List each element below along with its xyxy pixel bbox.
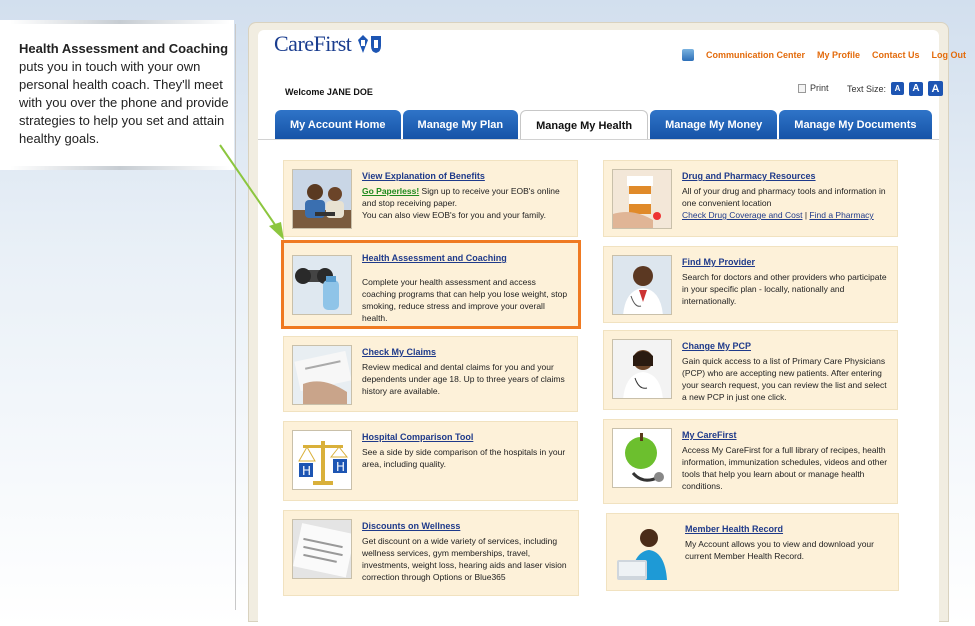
bcbs-logo-icon (356, 34, 384, 54)
eob-desc-1: Sign up to receive your EOB's online and stop receiving paper. (362, 186, 560, 208)
tab-manage-my-health[interactable]: Manage My Health (520, 110, 648, 140)
callout-body: puts you in touch with your own personal health coach. They'll meet with you over the phone and provide strategies to help you set and attain healthy goals. (19, 59, 229, 146)
contact-us-link[interactable]: Contact Us (872, 50, 920, 60)
card-eob (283, 160, 578, 237)
check-drug-coverage-link[interactable]: Check Drug Coverage and Cost (682, 210, 803, 220)
card-hospital-comparison (283, 421, 578, 501)
card-change-pcp (603, 330, 898, 410)
card-discounts-wellness (283, 510, 579, 596)
text-size-label: Text Size: (847, 83, 887, 94)
highlight-box (281, 240, 581, 329)
card-title-hospital-comparison[interactable]: Hospital Comparison Tool (362, 432, 474, 442)
card-title-discounts-wellness[interactable]: Discounts on Wellness (362, 521, 461, 531)
svg-text:H: H (336, 460, 346, 474)
my-profile-link[interactable]: My Profile (817, 50, 861, 60)
card-desc-member-health-record: My Account allows you to view and download your current Member Health Record. (685, 539, 874, 561)
tab-manage-my-money[interactable]: Manage My Money (650, 110, 777, 140)
card-find-provider (603, 246, 898, 323)
text-size-large-button[interactable]: A (928, 81, 943, 96)
card-desc-discounts-wellness: Get discount on a wide variety of services, including wellness services, gym memberships, travel, investments, weight loss, hearing aids and laser vision correction through Options or Blue365 (362, 536, 567, 582)
main-tabs (275, 110, 932, 140)
card-desc-eob (362, 185, 569, 221)
svg-text:H: H (302, 464, 312, 478)
pharmacy-thumbnail-photo (612, 169, 672, 229)
link-separator: | (802, 210, 810, 220)
print-icon (798, 84, 806, 93)
communication-center-link[interactable]: Communication Center (706, 50, 806, 60)
carefirst-logo[interactable] (274, 32, 384, 56)
card-desc-change-pcp: Gain quick access to a list of Primary Care Physicians (PCP) who are accepting new patients. After entering your search request, you can review the list and select a new PCP in just one click. (682, 356, 887, 402)
card-desc-drug-pharmacy (682, 185, 889, 221)
print-label: Print (810, 83, 829, 93)
vertical-divider (235, 24, 236, 610)
card-title-find-provider[interactable]: Find My Provider (682, 257, 756, 267)
print-link[interactable] (798, 83, 829, 93)
card-claims (283, 336, 578, 412)
eob-desc-2: You can also view EOB's for you and your family. (362, 210, 546, 220)
text-size-medium-button[interactable]: A (909, 82, 923, 96)
drug-pharmacy-desc-text: All of your drug and pharmacy tools and information in one convenient location (682, 186, 886, 208)
card-my-carefirst (603, 419, 898, 504)
welcome-message: Welcome JANE DOE (285, 87, 373, 97)
card-title-health-assessment[interactable]: Health Assessment and Coaching (362, 253, 507, 263)
hospital-scale-thumbnail (292, 430, 352, 490)
tab-my-account-home[interactable]: My Account Home (275, 110, 401, 140)
card-title-change-pcp[interactable]: Change My PCP (682, 341, 752, 351)
card-member-health-record (606, 513, 899, 591)
tab-manage-my-documents[interactable]: Manage My Documents (779, 110, 931, 140)
top-links (682, 49, 966, 61)
card-desc-claims: Review medical and dental claims for you and your dependents under age 18. Up to three years of claims history are available. (362, 362, 565, 396)
card-desc-my-carefirst: Access My CareFirst for a full library of recipes, health information, immunization schedules, videos and other tools that help you learn about or manage health conditions. (682, 445, 888, 491)
tab-underline (258, 139, 939, 140)
log-out-link[interactable]: Log Out (931, 50, 967, 60)
card-title-member-health-record[interactable]: Member Health Record (685, 524, 784, 534)
card-title-drug-pharmacy[interactable]: Drug and Pharmacy Resources (682, 171, 816, 181)
apple-stethoscope-thumbnail (612, 428, 672, 488)
card-title-my-carefirst[interactable]: My CareFirst (682, 430, 737, 440)
pcp-thumbnail-photo (612, 339, 672, 399)
communication-center-icon[interactable] (682, 49, 694, 61)
find-pharmacy-link[interactable]: Find a Pharmacy (809, 210, 874, 220)
text-size-control (847, 81, 943, 96)
callout-text (19, 40, 231, 148)
card-title-eob[interactable]: View Explanation of Benefits (362, 171, 485, 181)
card-desc-hospital-comparison: See a side by side comparison of the hospitals in your area, including quality. (362, 447, 566, 469)
card-title-claims[interactable]: Check My Claims (362, 347, 437, 357)
wellness-database-thumbnail (292, 519, 352, 579)
tab-manage-my-plan[interactable]: Manage My Plan (403, 110, 519, 140)
callout-title: Health Assessment and Coaching (19, 41, 229, 56)
card-drug-pharmacy (603, 160, 898, 237)
logo-text: CareFirst (274, 31, 352, 56)
eob-thumbnail-photo (292, 169, 352, 229)
callout-divider-bottom (10, 166, 230, 170)
text-size-small-button[interactable]: A (891, 82, 904, 95)
claims-thumbnail-photo (292, 345, 352, 405)
card-desc-health-assessment: Complete your health assessment and access coaching programs that can help you lose weight, stop smoking, reduce stress and improve your overall health. (362, 277, 568, 323)
provider-thumbnail-photo (612, 255, 672, 315)
card-desc-find-provider: Search for doctors and other providers who participate in your specific plan - locally, nationally and internationally. (682, 272, 887, 306)
callout-divider-top (10, 20, 230, 24)
member-record-thumbnail-photo (615, 522, 675, 582)
go-paperless-link[interactable]: Go Paperless! (362, 186, 420, 196)
